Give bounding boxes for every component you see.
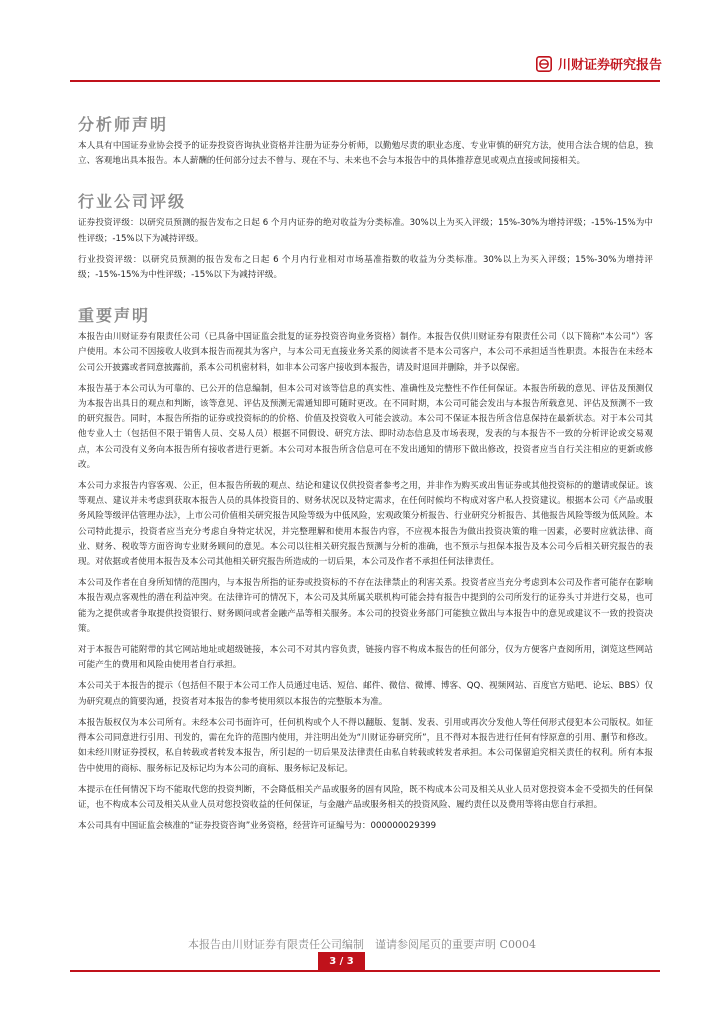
document-body: [78, 112, 653, 840]
header-brand: [536, 54, 662, 73]
rating-paragraph-industry: 行业投资评级：以研究员预测的报告发布之日起 6 个月内行业相对市场基准指数的收益为分类标准。30%以上为买入评级；15%-30%为增持评级；-15%-15%为中性评级；-15%以下为减持评级。: [78, 254, 653, 281]
analyst-statement-section: [78, 112, 653, 169]
footer-note: 本报告由川财证券有限责任公司编制 谨请参阅尾页的重要声明 C0004: [188, 938, 536, 951]
disclaimer-title: 重要声明: [78, 306, 151, 326]
license-number-paragraph: 本公司具有中国证监会核准的“证券投资咨询”业务资格，经营许可证编号为：000000029399: [78, 821, 437, 832]
rating-title: 行业公司评级: [78, 192, 187, 212]
analyst-statement-title: 分析师声明: [78, 115, 169, 134]
disclaimer-paragraph: 对于本报告可能附带的其它网站地址或超级链接，本公司不对其内容负责，链接内容不构成本报告的任何部分，仅为方便客户查阅所用，浏览这些网站可能产生的费用和风险由使用者自行承担。: [78, 645, 653, 671]
rating-paragraph-stock: 证券投资评级：以研究员预测的报告发布之日起 6 个月内证券的绝对收益为分类标准。30%以上为买入评级；15%-30%为增持评级；-15%-15%为中性评级；-15%以下为减持评级。: [78, 218, 653, 244]
disclaimer-paragraph: 本公司关于本报告的提示（包括但不限于本公司工作人员通过电话、短信、邮件、微信、微博、博客、QQ、视频网站、百度官方贴吧、论坛、BBS）仅为研究观点的简要沟通，投资者对本报告的参考使用须以本报告的完整版本为准。: [78, 681, 653, 707]
brand-name: 川财证券研究报告: [557, 58, 662, 73]
disclaimer-section: [78, 303, 653, 834]
disclaimer-paragraph: 本提示在任何情况下均不能取代您的投资判断，不会降低相关产品或服务的固有风险，既不构成本公司及相关从业人员对您投资本金不受损失的任何保证，也不构成本公司及相关从业人员对您投资收益的任何保证，与金融产品或服务相关的投资风险、履约责任以及费用等将由您自行承担。: [78, 784, 653, 810]
footer-divider: [70, 970, 660, 972]
page-number-badge: 3 / 3: [318, 952, 365, 970]
disclaimer-paragraph: 本公司力求报告内容客观、公正，但本报告所载的观点、结论和建议仅供投资者参考之用，并非作为购买或出售证券或其他投资标的的邀请或保证。该等观点、建议并未考虑到获取本报告人员的具体投资目的、财务状况以及特定需求，在任何时候均不构成对客户私人投资建议。根据本公司《产品或服务风险等级评估管理办法》，上市公司价值相关研究报告风险等级为中低风险，宏观政策分析报告、行业研究分析报告、其他报告风险等级为低风险。本公司特此提示，投资者应当充分考虑自身特定状况，并完整理解和使用本报告内容，不应视本报告为做出投资决策的唯一因素，必要时应就法律、商业、财务、税收等方面咨询专业财务顾问的意见。本公司以往相关研究报告预测与分析的准确，也不预示与担保本报告及本公司今后相关研究报告的表现。对依据或者使用本报告及本公司其他相关研究报告所造成的一切后果，本公司及作者不承担任何法律责任。: [78, 481, 653, 568]
chuancai-logo-icon: [536, 56, 552, 72]
analyst-paragraph: 本人具有中国证券业协会授予的证券投资咨询执业资格并注册为证券分析师，以勤勉尽责的职业态度、专业审慎的研究方法，使用合法合规的信息，独立、客观地出具本报告。本人薪酬的任何部分过去不曾与、现在不与、未来也不会与本报告中的具体推荐意见或观点直接或间接相关。: [78, 141, 653, 167]
rating-section: [78, 189, 653, 283]
disclaimer-paragraph: 本报告由川财证券有限责任公司（已具备中国证监会批复的证券投资咨询业务资格）制作。本报告仅供川财证券有限责任公司（以下简称“本公司”）客户使用。本公司不因接收人收到本报告而视其为客户，与本公司无直接业务关系的阅读者不是本公司客户，本公司不承担适当性职责。本报告在未经本公司公开披露或者同意披露前，系本公司机密材料，如非本公司客户接收到本报告，请及时退回并删除，并予以保密。: [78, 332, 653, 373]
disclaimer-paragraph: 本报告版权仅为本公司所有。未经本公司书面许可，任何机构或个人不得以翻版、复制、发表、引用或再次分发他人等任何形式侵犯本公司版权。如征得本公司同意进行引用、刊发的，需在允许的范围内使用，并注明出处为“川财证券研究所”，且不得对本报告进行任何有悖原意的引用、删节和修改。如未经川财证券授权，私自转载或者转发本报告，所引起的一切后果及法律责任由私自转载或转发者承担。本公司保留追究相关责任的权利。所有本报告中使用的商标、服务标记及标记均为本公司的商标、服务标记及标记。: [78, 717, 653, 774]
disclaimer-paragraph: 本报告基于本公司认为可靠的、已公开的信息编制，但本公司对该等信息的真实性、准确性及完整性不作任何保证。本报告所载的意见、评估及预测仅为本报告出具日的观点和判断，该等意见、评估及预测无需通知即可随时更改。在不同时期，本公司可能会发出与本报告所载意见、评估及预测不一致的研究报告。同时，本报告所指的证券或投资标的的价格、价值及投资收入可能会波动。本公司不保证本报告所含信息保持在最新状态。对于本公司其他专业人士（包括但不限于销售人员、交易人员）根据不同假设、研究方法、即时动态信息及市场表现，发表的与本报告不一致的分析评论或交易观点，本公司没有义务向本报告所有接收者进行更新。本公司对本报告所含信息可在不发出通知的情形下做出修改，投资者应当自行关注相应的更新或修改。: [78, 383, 653, 470]
disclaimer-paragraph: 本公司及作者在自身所知情的范围内，与本报告所指的证券或投资标的不存在法律禁止的利害关系。投资者应当充分考虑到本公司及作者可能存在影响本报告观点客观性的潜在利益冲突。在法律许可的情况下，本公司及其所属关联机构可能会持有报告中提到的公司所发行的证券头寸并进行交易，也可能为之提供或者争取提供投资银行、财务顾问或者金融产品等相关服务。本公司的投资业务部门可能独立做出与本报告中的意见或建议不一致的投资决策。: [78, 578, 653, 634]
header-divider: [70, 80, 660, 82]
